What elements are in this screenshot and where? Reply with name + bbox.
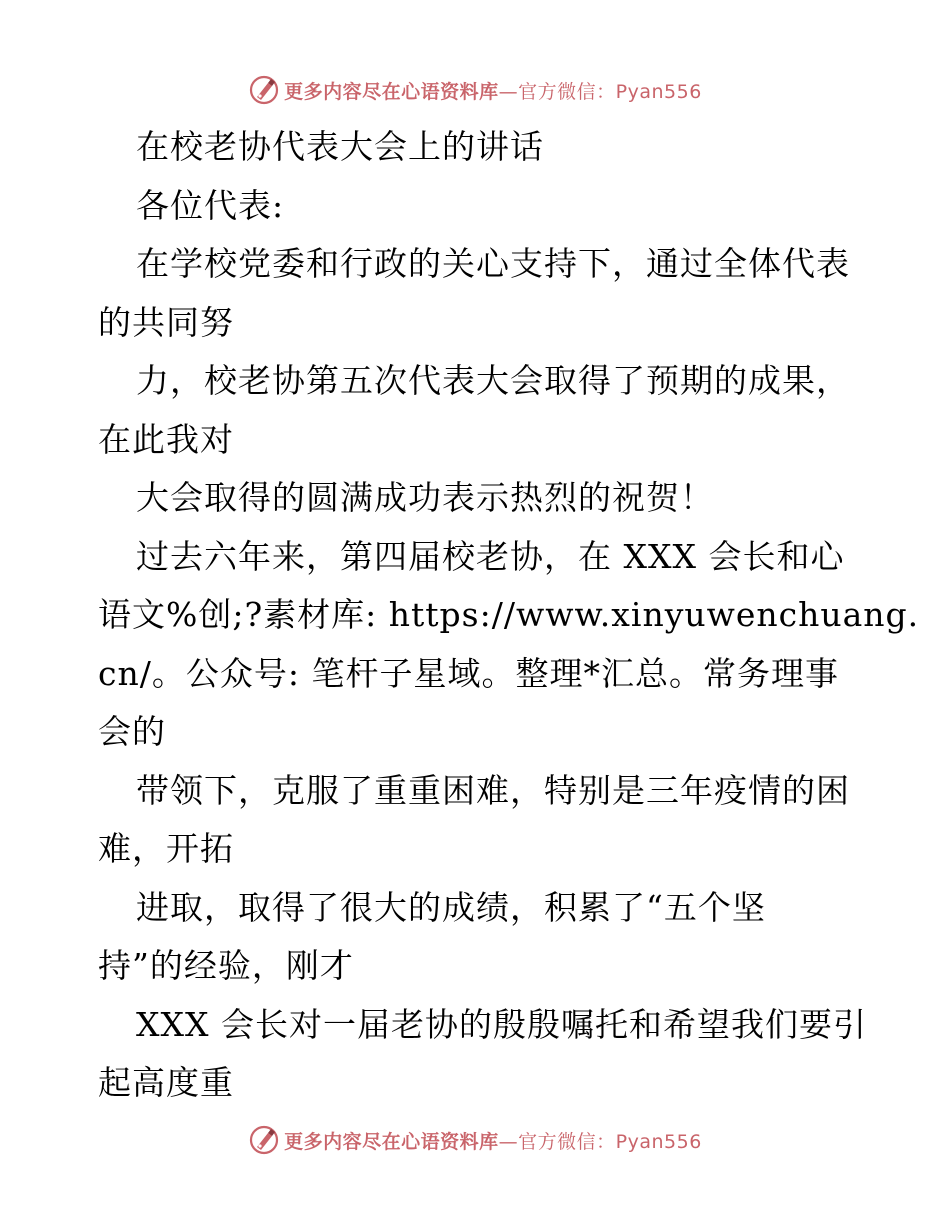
banner-text <box>284 77 702 104</box>
paragraph-line: 的共同努 <box>98 302 234 342</box>
paragraph-line: 起高度重 <box>98 1063 234 1102</box>
paragraph-line: 持”的经验，刚才 <box>98 946 354 985</box>
banner-contact: 官方微信：Pyan556 <box>518 1130 702 1153</box>
paragraph-line: 大会取得的圆满成功表示热烈的祝贺！ <box>136 478 714 517</box>
paragraph-line: 进取，取得了很大的成绩，积累了“五个坚 <box>136 887 766 927</box>
paragraph-line: 难，开拓 <box>98 829 234 868</box>
pen-nib-logo-icon <box>248 74 280 106</box>
banner-brand: 更多内容尽在心语资料库 <box>284 1130 499 1153</box>
footer-watermark-banner <box>0 1120 950 1160</box>
paragraph-line: 带领下，克服了重重困难，特别是三年疫情的困 <box>136 770 850 810</box>
header-watermark-banner <box>0 70 950 110</box>
banner-separator: — <box>498 80 519 103</box>
paragraph-line: 语文%创;?素材库: https://www.xinyuwenchuang. <box>98 595 920 634</box>
paragraph-line: 在学校党委和行政的关心支持下，通过全体代表 <box>136 244 850 283</box>
paragraph-line: 在此我对 <box>98 419 234 459</box>
banner-brand: 更多内容尽在心语资料库 <box>284 80 499 103</box>
paragraph-line: 会的 <box>98 712 166 751</box>
paragraph-line: cn/。公众号: 笔杆子星域。整理*汇总。常务理事 <box>98 653 839 693</box>
banner-text <box>284 1127 702 1154</box>
paragraph-line: 力，校老协第五次代表大会取得了预期的成果， <box>136 361 850 400</box>
paragraph-line: XXX 会长对一届老协的殷殷嘱托和希望我们要引 <box>136 1004 867 1044</box>
document-body <box>98 118 920 1113</box>
paragraph-line: 各位代表: <box>136 185 285 225</box>
paragraph-line: 过去六年来，第四届校老协，在 XXX 会长和心 <box>136 536 845 576</box>
paragraph-line: 在校老协代表大会上的讲话 <box>136 127 544 166</box>
banner-separator: — <box>498 1130 519 1153</box>
pen-nib-logo-icon <box>248 1124 280 1156</box>
banner-contact: 官方微信：Pyan556 <box>518 80 702 103</box>
